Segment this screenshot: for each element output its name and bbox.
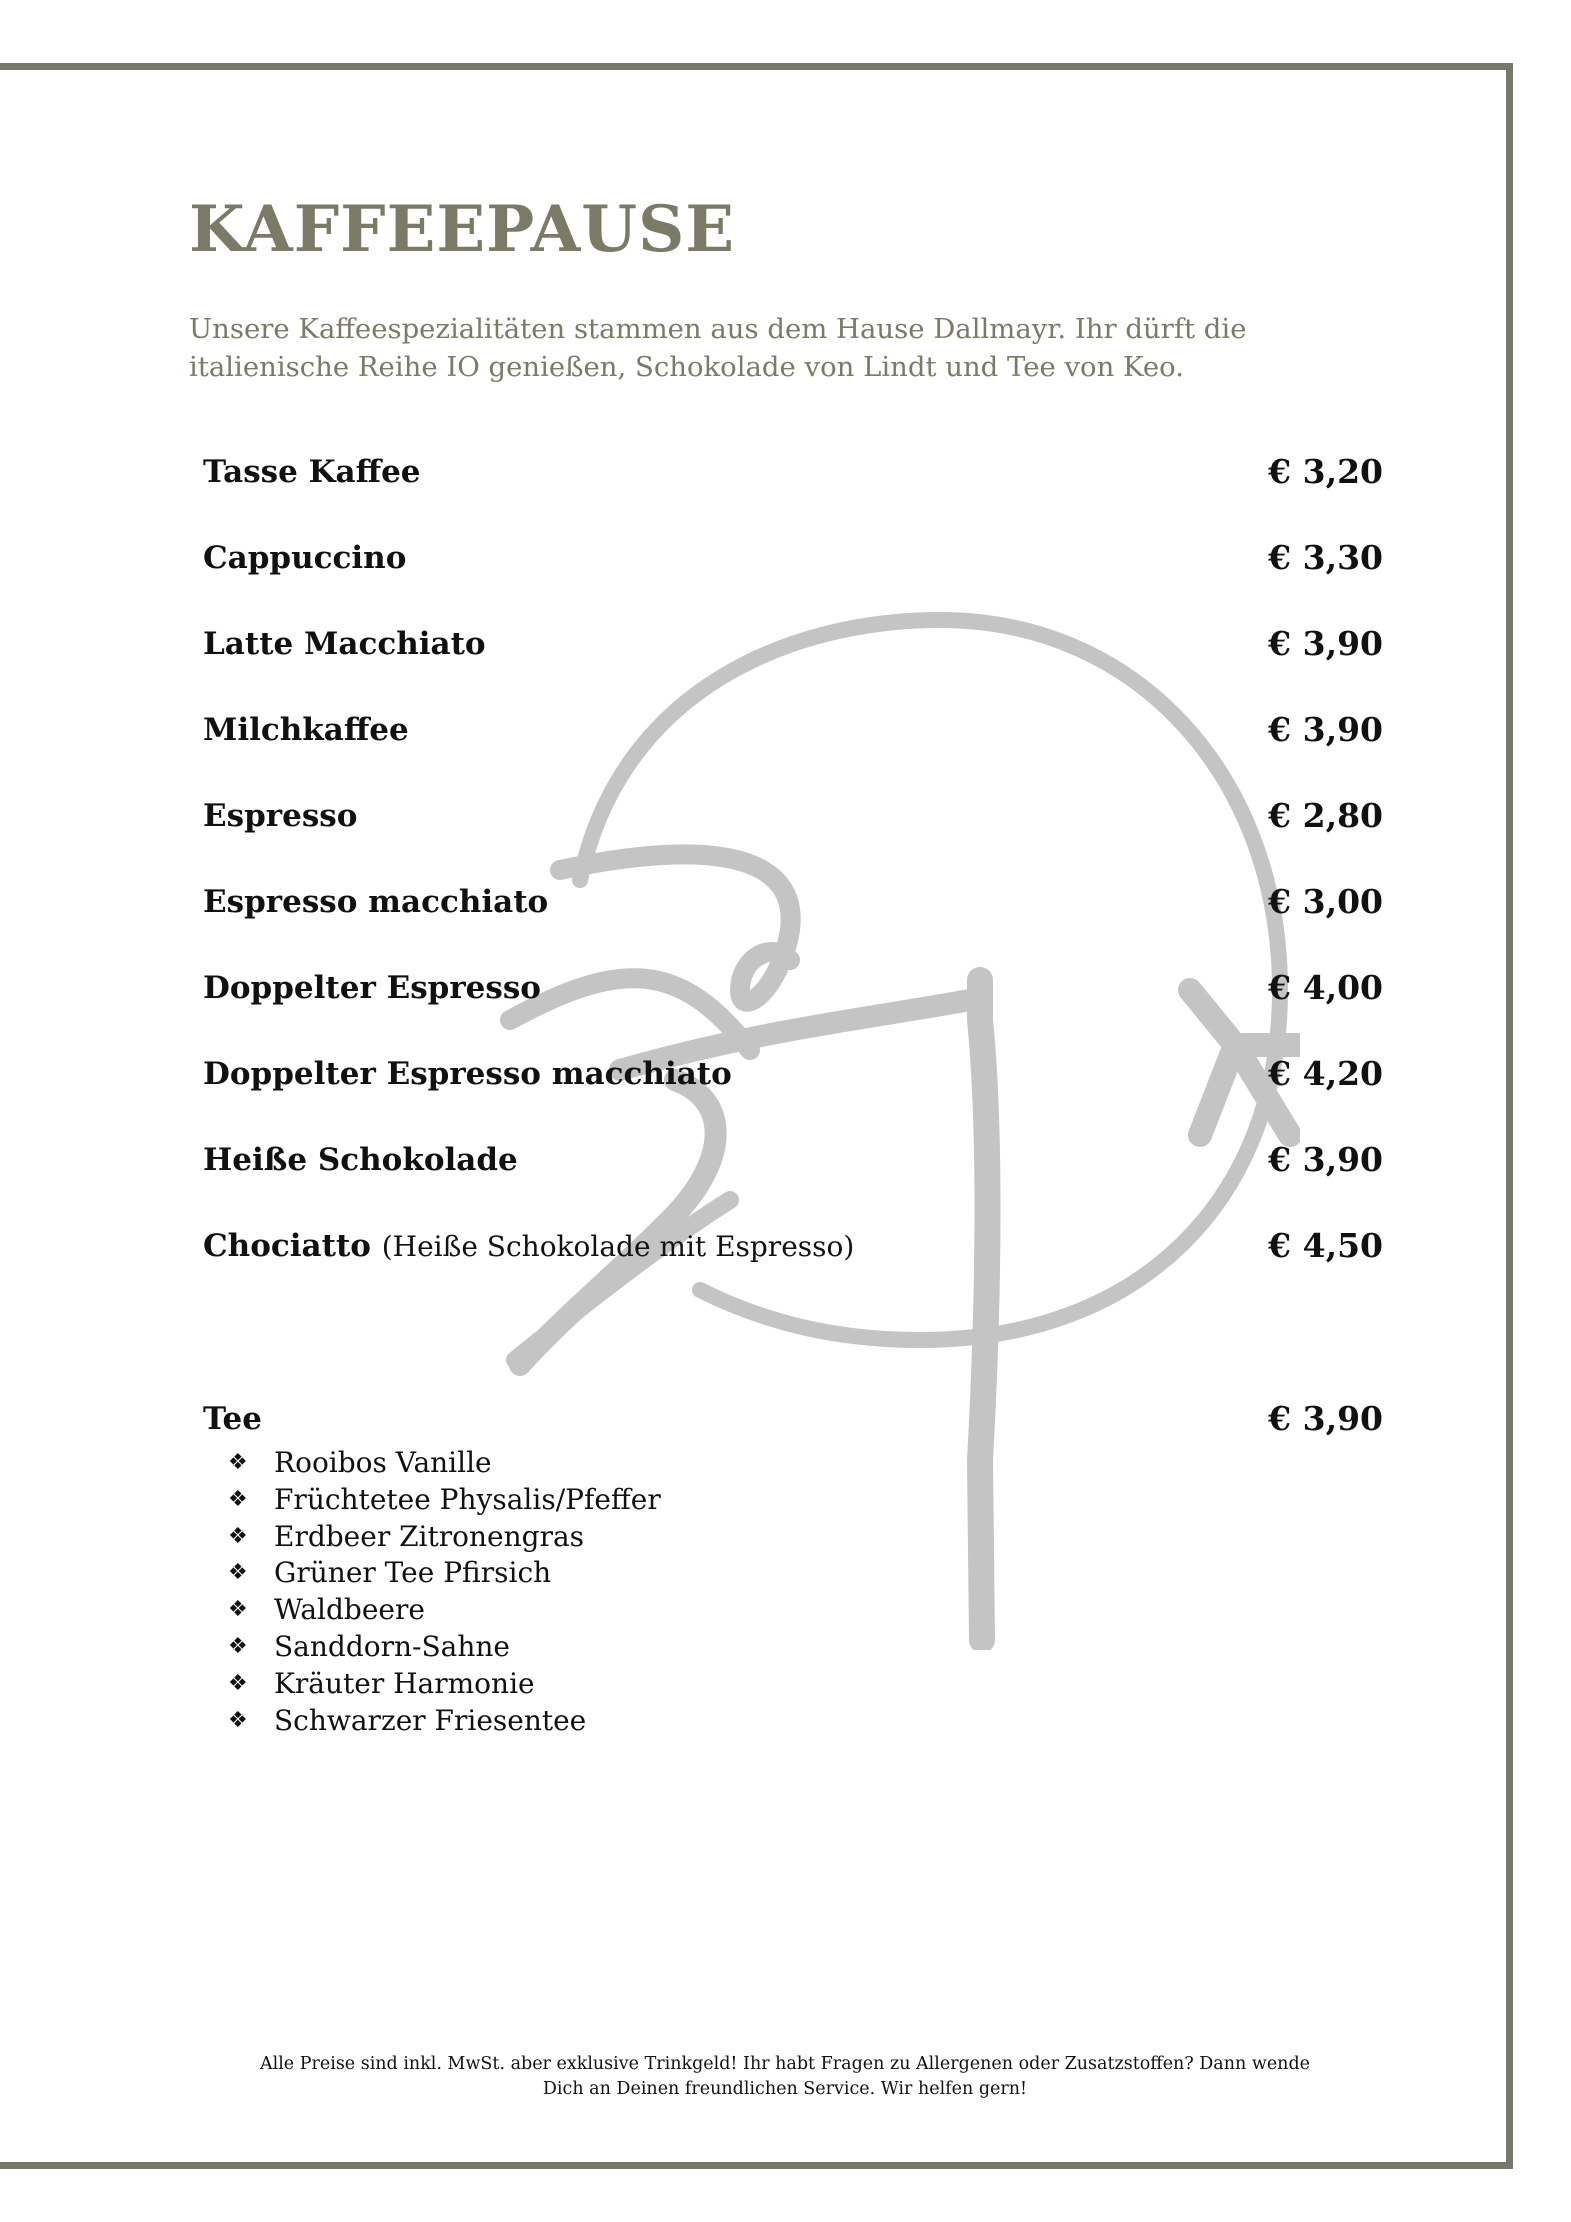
menu-item [203, 710, 1383, 796]
diamond-bullet-icon: ❖ [228, 1523, 248, 1549]
menu-item-name: Tasse Kaffee [203, 454, 421, 490]
menu-item [203, 796, 1383, 882]
menu-item-price: € 3,20 [1268, 452, 1383, 491]
menu-item-price: € 4,00 [1268, 968, 1383, 1007]
list-item: ❖ Erdbeer Zitronengras [203, 1519, 1383, 1556]
list-item: ❖ Früchtetee Physalis/Pfeffer [203, 1482, 1383, 1519]
list-item: ❖ Grüner Tee Pfirsich [203, 1555, 1383, 1592]
intro-line-1: Unsere Kaffeespezialitäten stammen aus dem Hause Dallmayr. Ihr dürft die [189, 313, 1247, 345]
menu-item-name: Heiße Schokolade [203, 1142, 518, 1178]
menu-item [203, 882, 1383, 968]
menu-item-price: € 4,50 [1268, 1226, 1383, 1265]
intro-line-2: italienische Reihe IO genießen, Schokolade von Lindt und Tee von Keo. [189, 351, 1184, 383]
menu-item [203, 452, 1383, 538]
list-item: ❖ Schwarzer Friesentee [203, 1703, 1383, 1740]
menu-item-price: € 3,00 [1268, 882, 1383, 921]
footer-line-1: Alle Preise sind inkl. MwSt. aber exklusive Trinkgeld! Ihr habt Fragen zu Allergenen oder Zusatzstoffen? Dann wende [259, 2054, 1311, 2074]
menu-item-name: Latte Macchiato [203, 626, 486, 662]
menu-item-name: Doppelter Espresso [203, 970, 541, 1006]
footer-note [150, 2052, 1420, 2102]
list-item: ❖ Rooibos Vanille [203, 1445, 1383, 1482]
tea-header [203, 1399, 1383, 1441]
menu-item [203, 624, 1383, 710]
menu-item-price: € 3,90 [1268, 624, 1383, 663]
menu-item-name: Espresso macchiato [203, 884, 549, 920]
menu-item [203, 1140, 1383, 1226]
diamond-bullet-icon: ❖ [228, 1633, 248, 1659]
menu-item-name: Espresso [203, 798, 358, 834]
diamond-bullet-icon: ❖ [228, 1560, 248, 1586]
list-item: ❖ Kräuter Harmonie [203, 1666, 1383, 1703]
menu-item-name: Cappuccino [203, 540, 407, 576]
menu-item [203, 538, 1383, 624]
menu-item-price: € 2,80 [1268, 796, 1383, 835]
tea-price: € 3,90 [1268, 1399, 1383, 1438]
footer-line-2: Dich an Deinen freundlichen Service. Wir helfen gern! [542, 2079, 1028, 2099]
menu-item [203, 1226, 1383, 1312]
list-item: ❖ Sanddorn-Sahne [203, 1629, 1383, 1666]
diamond-bullet-icon: ❖ [228, 1450, 248, 1475]
menu-item-price: € 3,30 [1268, 538, 1383, 577]
diamond-bullet-icon: ❖ [228, 1670, 248, 1696]
tea-section [203, 1399, 1383, 1739]
diamond-bullet-icon: ❖ [228, 1597, 248, 1623]
menu-item [203, 1054, 1383, 1140]
tea-variety-list [203, 1445, 1383, 1739]
menu-item-name: Chociatto (Heiße Schokolade mit Espresso) [203, 1228, 855, 1264]
list-item: ❖ Waldbeere [203, 1592, 1383, 1629]
menu-item-price: € 3,90 [1268, 1140, 1383, 1179]
menu-item-note: (Heiße Schokolade mit Espresso) [381, 1230, 855, 1263]
menu-item-name: Doppelter Espresso macchiato [203, 1056, 732, 1092]
menu-item-price: € 4,20 [1268, 1054, 1383, 1093]
intro-text [189, 310, 1389, 386]
page-title: KAFFEEPAUSE [189, 192, 736, 267]
diamond-bullet-icon: ❖ [228, 1486, 248, 1512]
tea-name: Tee [203, 1401, 262, 1437]
menu-item-name: Milchkaffee [203, 712, 409, 748]
menu-item-price: € 3,90 [1268, 710, 1383, 749]
menu-item [203, 968, 1383, 1054]
diamond-bullet-icon: ❖ [228, 1707, 248, 1733]
coffee-menu-list [203, 452, 1383, 1312]
